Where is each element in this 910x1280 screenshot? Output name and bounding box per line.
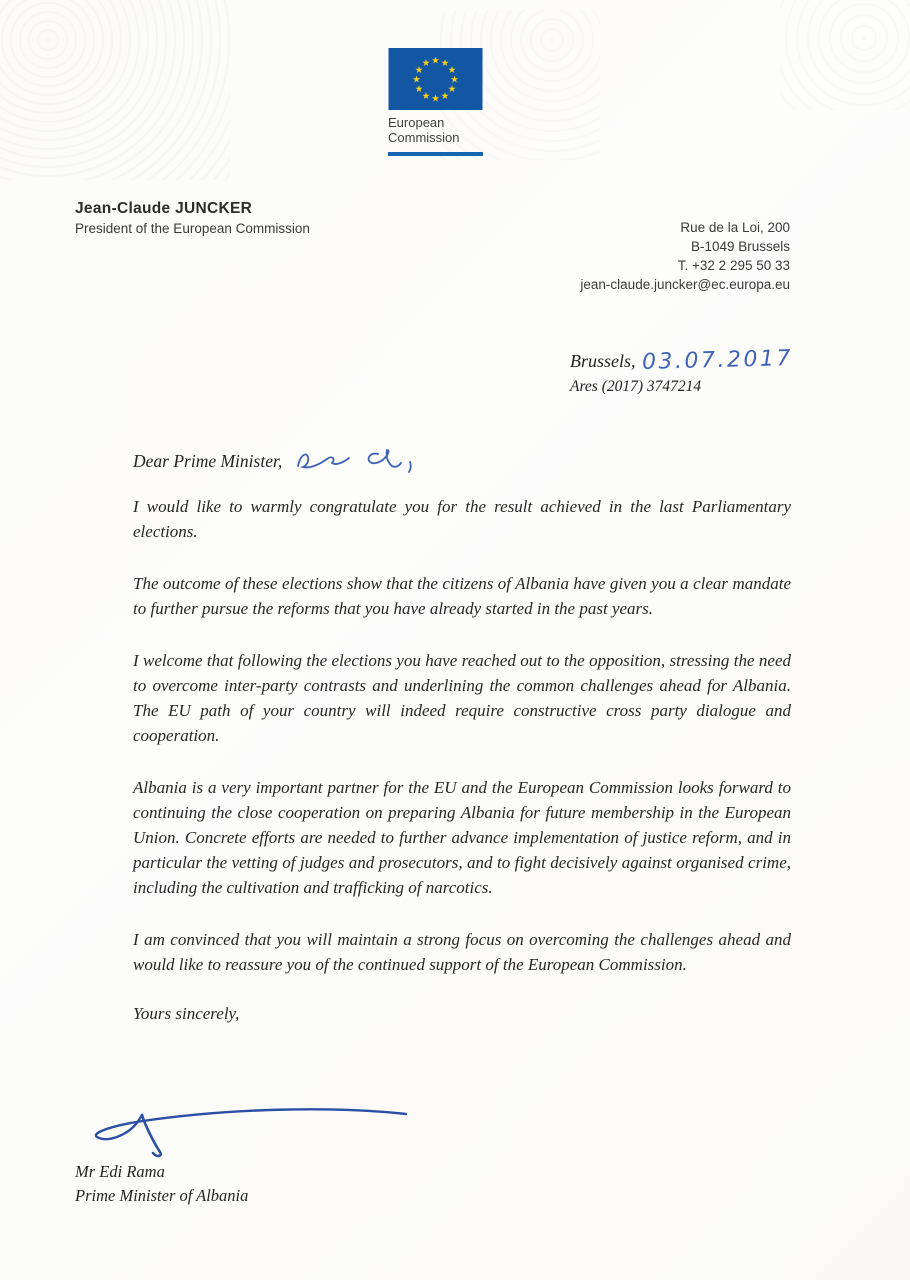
letter-body (133, 494, 791, 1024)
dateline-row (570, 348, 792, 373)
ec-logo-line2: Commission (388, 130, 460, 145)
svg-text:★: ★ (414, 65, 424, 76)
handwritten-greeting (294, 444, 424, 476)
contact-address-line2: B-1049 Brussels (690, 239, 790, 254)
svg-text:★: ★ (440, 58, 450, 70)
ec-logo-line1: European (388, 115, 445, 130)
salutation-text: Dear Prime Minister, (133, 451, 283, 471)
svg-text:★: ★ (450, 74, 459, 86)
eu-flag-icon (388, 48, 483, 110)
salutation-line (133, 444, 424, 476)
valediction: Yours sincerely, (133, 1004, 240, 1023)
paragraph: I welcome that following the elections you have reached out to the opposition, stressing the need to overcome inter-party contrasts and underlining the common challenges ahead for Albania. The EU path of your country will indeed require constructive cross party dialogue and cooperation. (133, 651, 791, 745)
svg-text:★: ★ (412, 74, 421, 86)
dateline (570, 348, 792, 396)
svg-text:★: ★ (440, 90, 450, 102)
registry-reference: Ares (2017) 3747214 (570, 378, 702, 395)
contact-block (580, 218, 790, 294)
contact-address-line1: Rue de la Loi, 200 (680, 220, 790, 235)
paragraph: I would like to warmly congratulate you for the result achieved in the last Parliamentary elections. (133, 497, 791, 541)
dateline-place: Brussels, (570, 351, 636, 371)
svg-text:★: ★ (431, 93, 440, 105)
svg-text:★: ★ (421, 58, 431, 70)
signer-block (75, 1160, 248, 1208)
contact-phone: T. +32 2 295 50 33 (677, 258, 790, 273)
recipient-title: Prime Minister of Albania (75, 1186, 249, 1205)
ec-logo-wordmark (388, 115, 484, 145)
sender-title: President of the European Commission (75, 221, 310, 236)
sender-name: Jean-Claude JUNCKER (75, 200, 253, 217)
ec-logo (388, 48, 484, 156)
handwritten-date: 03.07.2017 (641, 346, 793, 375)
scan-artifact (780, 0, 910, 110)
ec-logo-underline (388, 152, 483, 156)
svg-text:★: ★ (447, 84, 457, 95)
paragraph: The outcome of these elections show that the citizens of Albania have given you a clear mandate to further pursue the reforms that you have already started in the past years. (133, 574, 791, 618)
svg-text:★: ★ (431, 55, 440, 67)
scan-artifact (0, 0, 230, 180)
svg-text:★: ★ (414, 84, 424, 95)
contact-email: jean-claude.juncker@ec.europa.eu (580, 277, 790, 292)
signature-ink (78, 1103, 413, 1163)
sender-block (75, 200, 310, 236)
recipient-name: Mr Edi Rama (75, 1162, 165, 1181)
paragraph: Albania is a very important partner for the EU and the European Commission looks forward to continuing the close cooperation on preparing Albania for future membership in the European Union. Concrete efforts are needed to further advance implementation of justice reform, and in particular the vetting of judges and prosecutors, and to fight decisively against organised crime, including the cultivation and trafficking of narcotics. (133, 778, 791, 897)
svg-text:★: ★ (421, 90, 431, 102)
paragraph: I am convinced that you will maintain a strong focus on overcoming the challenges ahead and would like to reassure you of the continued support of the European Commission. (133, 930, 791, 974)
svg-text:★: ★ (447, 65, 457, 76)
